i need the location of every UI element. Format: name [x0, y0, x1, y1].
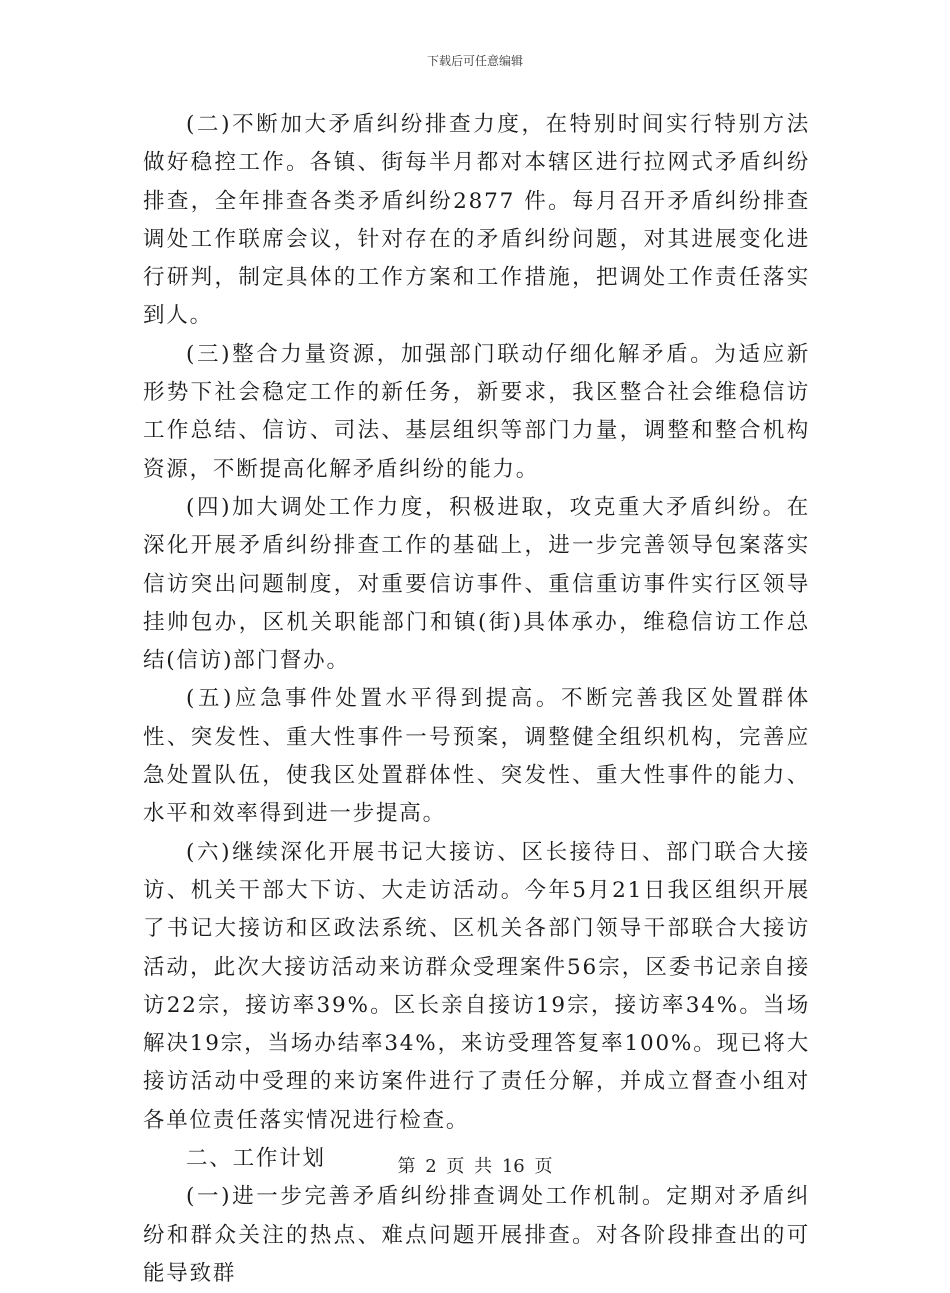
paragraph-6: (六)继续深化开展书记大接访、区长接待日、部门联合大接访、机关干部大下访、大走访活动。今年5月21日我区组织开展了书记大接访和区政法系统、区机关各部门领导干部联合大接访活动，此次大接访活动来访群众受理案件56宗，区委书记亲自接访22宗，接访率39%。区长亲自接访19宗，接访率34%。当场解决19宗，当场办结率34%，来访受理答复率100%。现已将大接访活动中受理的来访案件进行了责任分解，并成立督查小组对各单位责任落实情况进行检查。	[143, 839, 810, 1133]
section-heading-work-plan: 二、工作计划	[186, 1146, 326, 1172]
paragraph-5: (五)应急事件处置水平得到提高。不断完善我区处置群体性、突发性、重大性事件一号预案，调整健全组织机构，完善应急处置队伍，使我区处置群体性、突发性、重大性事件的能力、水平和效率得到进一步提高。	[143, 686, 810, 827]
page-number-footer: 第 2 页 共 16 页	[397, 1156, 553, 1177]
paragraph-4: (四)加大调处工作力度，积极进取，攻克重大矛盾纠纷。在深化开展矛盾纠纷排查工作的基础上，进一步完善领导包案落实信访突出问题制度，对重要信访事件、重信重访事件实行区领导挂帅包办，区机关职能部门和镇(街)具体承办，维稳信访工作总结(信访)部门督办。	[143, 494, 810, 674]
page-header: 下载后可任意编辑	[426, 54, 523, 68]
document-body	[143, 106, 810, 1293]
paragraph-3: (三)整合力量资源，加强部门联动仔细化解矛盾。为适应新形势下社会稳定工作的新任务，新要求，我区整合社会维稳信访工作总结、信访、司法、基层组织等部门力量，调整和整合机构资源，不断提高化解矛盾纠纷的能力。	[143, 341, 810, 482]
paragraph-2: (二)不断加大矛盾纠纷排查力度，在特别时间实行特别方法做好稳控工作。各镇、街每半月都对本辖区进行拉网式矛盾纠纷排查，全年排查各类矛盾纠纷2877 件。每月召开矛盾纠纷排查调处工作联席会议，针对存在的矛盾纠纷问题，对其进展变化进行研判，制定具体的工作方案和工作措施，把调处工作责任落实到人。	[143, 112, 810, 329]
paragraph-plan-1: (一)进一步完善矛盾纠纷排查调处工作机制。定期对矛盾纠纷和群众关注的热点、难点问题开展排查。对各阶段排查出的可能导致群	[143, 1184, 810, 1286]
